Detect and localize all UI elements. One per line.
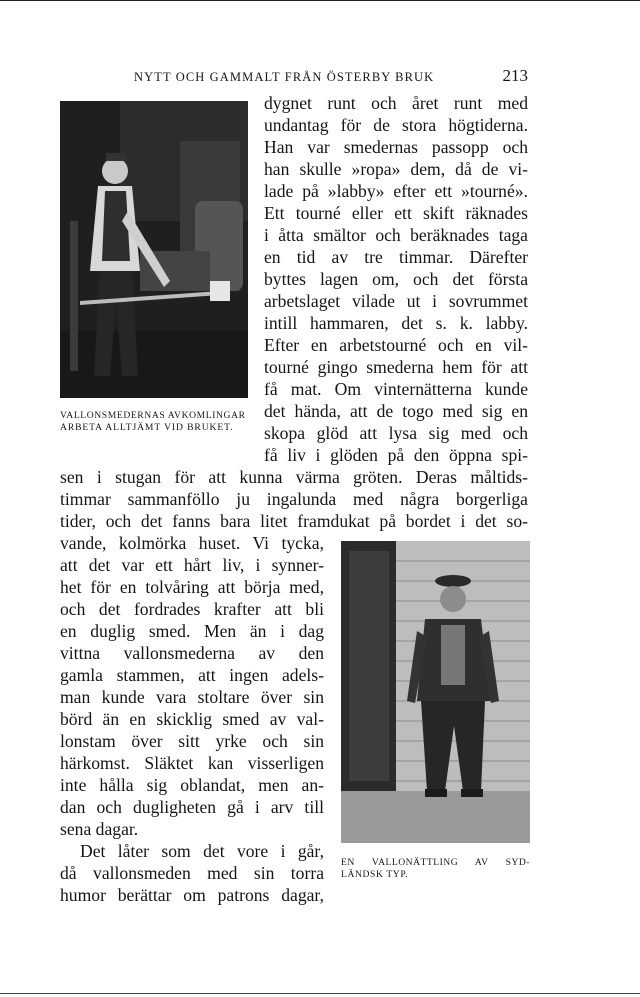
- photo-walloon-descendant: [341, 541, 530, 843]
- text-line-8: en tid av tre timmar. Därefter: [264, 247, 528, 267]
- text-line-12: Efter en arbetstourné och en vil-: [264, 335, 528, 355]
- text-line-5: lade på »labby» efter ett »tourné».: [264, 181, 528, 201]
- text-line-37: humor berättar om patrons dagar,: [60, 885, 324, 905]
- text-line-19: timmar sammanföllo ju ingalunda med några borgerliga: [60, 489, 528, 509]
- smiths-photo-drawing: [60, 101, 248, 398]
- text-line-32: inte hålla sig oblandat, men an-: [60, 775, 324, 795]
- caption-figure-2-line-2: LÄNDSK TYP.: [341, 869, 409, 880]
- text-line-33: dan och dugligheten gå i arv till: [60, 797, 324, 817]
- text-line-23: het för en tolvåring att börja med,: [60, 577, 324, 597]
- text-line-29: börd än en skicklig smed av val-: [60, 709, 324, 729]
- text-line-22: att det var ett hårt liv, i synner-: [60, 555, 324, 575]
- text-line-24: och det fordrades krafter att bli: [60, 599, 324, 619]
- photo-smiths-at-work: [60, 101, 248, 398]
- caption-figure-2: [341, 857, 530, 881]
- text-line-36: då vallonsmeden med sin torra: [60, 863, 324, 883]
- text-line-2: undantag för de stora högtiderna.: [264, 115, 528, 135]
- page-header: [100, 66, 528, 88]
- text-line-18: sen i stugan för att kunna värma gröten. Deras måltids-: [60, 467, 528, 487]
- text-line-3: Han var smedernas passopp och: [264, 137, 528, 157]
- text-line-7: i åtta smältor och beräknades taga: [264, 225, 528, 245]
- text-line-25: en duglig smed. Men än i dag: [60, 621, 324, 641]
- text-line-16: skopa glöd att lysa sig med och: [264, 423, 528, 443]
- caption-figure-1: [60, 410, 246, 434]
- text-line-4: han skulle »ropa» dem, då de vi-: [264, 159, 528, 179]
- text-line-10: arbetslaget vilade ut i sovrummet: [264, 291, 528, 311]
- text-line-15: det hända, att de togo med sig en: [264, 401, 528, 421]
- text-line-13: tourné gingo smederna hem för att: [264, 357, 528, 377]
- top-rule: [0, 0, 640, 1]
- text-line-35: Det låter som det vore i går,: [80, 841, 324, 861]
- text-line-27: gamla stammen, att ingen adels-: [60, 665, 324, 685]
- caption-figure-1-line-2: ARBETA ALLTJÄMT VID BRUKET.: [60, 422, 234, 433]
- text-line-11: intill hammaren, det s. k. labby.: [264, 313, 528, 333]
- text-line-28: man kunde vara stoltare över sin: [60, 687, 324, 707]
- text-line-21: vande, kolmörka huset. Vi tycka,: [60, 533, 324, 553]
- page-number: 213: [502, 66, 528, 85]
- text-line-6: Ett tourné eller ett skift räknades: [264, 203, 528, 223]
- text-line-17: få liv i glöden på den öppna spi-: [264, 445, 528, 465]
- text-line-34: sena dagar.: [60, 819, 139, 839]
- caption-figure-1-line-1: VALLONSMEDERNAS AVKOMLINGAR: [60, 410, 246, 421]
- text-line-14: få mat. Om vinternätterna kunde: [264, 379, 528, 399]
- caption-figure-2-line-1: EN VALLONÄTTLING AV SYD-: [341, 857, 530, 868]
- bottom-rule: [0, 993, 640, 994]
- text-line-31: härkomst. Släktet kan visserligen: [60, 753, 324, 773]
- text-line-26: vittna vallonsmederna av den: [60, 643, 324, 663]
- descendant-photo-drawing: [341, 541, 530, 843]
- text-line-20: tider, och det fanns bara litet framdukat på bordet i det so-: [60, 511, 528, 531]
- running-head: NYTT OCH GAMMALT FRÅN ÖSTERBY BRUK: [134, 70, 435, 84]
- text-line-30: lonstam över sitt yrke och sin: [60, 731, 324, 751]
- text-line-1: dygnet runt och året runt med: [264, 93, 528, 113]
- text-line-9: byttes lagen om, och det första: [264, 269, 528, 289]
